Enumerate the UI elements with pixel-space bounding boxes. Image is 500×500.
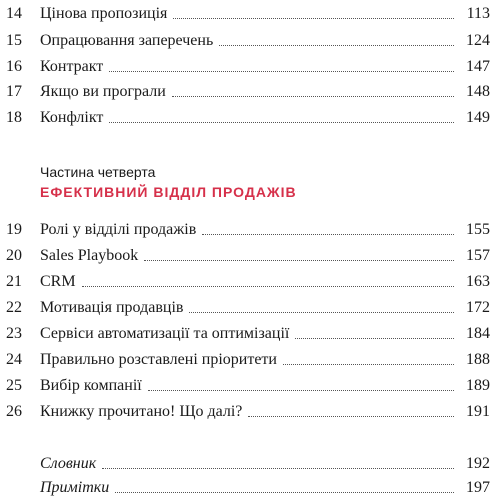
toc-row[interactable] bbox=[0, 29, 500, 53]
part-label: Частина четверта bbox=[40, 164, 156, 180]
leader-dots bbox=[189, 311, 454, 313]
leader-dots bbox=[82, 285, 454, 287]
page-number: 191 bbox=[466, 403, 490, 420]
page-number: 155 bbox=[466, 221, 490, 238]
leader-dots bbox=[248, 415, 454, 417]
toc-row[interactable] bbox=[0, 244, 500, 268]
toc-row-glossary[interactable] bbox=[0, 452, 500, 476]
page-number: 148 bbox=[466, 83, 490, 100]
leader-dots bbox=[202, 233, 454, 235]
chapter-number: 26 bbox=[6, 403, 22, 420]
chapter-number: 21 bbox=[6, 273, 22, 290]
toc-row[interactable] bbox=[0, 322, 500, 346]
chapter-title: Якщо ви програли bbox=[40, 83, 166, 100]
chapter-title: Ролі у відділі продажів bbox=[40, 221, 197, 238]
chapter-number: 15 bbox=[6, 32, 22, 49]
chapter-title: Книжку прочитано! Що далі? bbox=[40, 403, 243, 420]
page-number: 197 bbox=[466, 479, 490, 496]
leader-dots bbox=[283, 363, 454, 365]
chapter-number: 23 bbox=[6, 325, 22, 342]
chapter-number: 18 bbox=[6, 109, 22, 126]
chapter-title: Сервіси автоматизації та оптимізації bbox=[40, 325, 290, 342]
chapter-title: Опрацювання заперечень bbox=[40, 32, 214, 49]
chapter-number: 17 bbox=[6, 83, 22, 100]
toc-row[interactable] bbox=[0, 2, 500, 26]
leader-dots bbox=[295, 337, 454, 339]
leader-dots bbox=[219, 44, 454, 46]
chapter-title: Цінова пропозиція bbox=[40, 5, 168, 22]
backmatter-title: Примітки bbox=[40, 479, 110, 496]
page-number: 189 bbox=[466, 377, 490, 394]
page-number: 149 bbox=[466, 109, 490, 126]
chapter-title: Мотивація продавців bbox=[40, 299, 184, 316]
toc-row[interactable] bbox=[0, 374, 500, 398]
chapter-number: 16 bbox=[6, 58, 22, 75]
chapter-title: Конфлікт bbox=[40, 109, 104, 126]
chapter-title: Sales Playbook bbox=[40, 247, 139, 264]
page-number: 172 bbox=[466, 299, 490, 316]
page-number: 157 bbox=[466, 247, 490, 264]
page-number: 184 bbox=[466, 325, 490, 342]
page-number: 188 bbox=[466, 351, 490, 368]
chapter-number: 20 bbox=[6, 247, 22, 264]
backmatter-title: Словник bbox=[40, 455, 97, 472]
chapter-number: 25 bbox=[6, 377, 22, 394]
toc-row[interactable] bbox=[0, 296, 500, 320]
toc-row[interactable] bbox=[0, 270, 500, 294]
leader-dots bbox=[102, 467, 454, 469]
part-title: ЕФЕКТИВНИЙ ВІДДІЛ ПРОДАЖІВ bbox=[40, 184, 297, 200]
toc-row[interactable] bbox=[0, 400, 500, 424]
chapter-title: Правильно розставлені пріоритети bbox=[40, 351, 277, 368]
page-number: 124 bbox=[466, 32, 490, 49]
leader-dots bbox=[115, 491, 454, 493]
toc-row[interactable] bbox=[0, 218, 500, 242]
leader-dots bbox=[148, 389, 454, 391]
toc-row[interactable] bbox=[0, 348, 500, 372]
chapter-title: CRM bbox=[40, 273, 76, 290]
leader-dots bbox=[172, 95, 454, 97]
page-number: 192 bbox=[466, 455, 490, 472]
toc-row[interactable] bbox=[0, 106, 500, 130]
leader-dots bbox=[144, 259, 454, 261]
leader-dots bbox=[109, 70, 454, 72]
leader-dots bbox=[109, 121, 454, 123]
page-number: 147 bbox=[466, 58, 490, 75]
page-number: 163 bbox=[466, 273, 490, 290]
page-number: 113 bbox=[466, 5, 490, 22]
toc-row-notes[interactable] bbox=[0, 476, 500, 500]
chapter-number: 24 bbox=[6, 351, 22, 368]
chapter-number: 22 bbox=[6, 299, 22, 316]
chapter-number: 19 bbox=[6, 221, 22, 238]
toc-row[interactable] bbox=[0, 80, 500, 104]
chapter-number: 14 bbox=[6, 5, 22, 22]
toc-row[interactable] bbox=[0, 55, 500, 79]
chapter-title: Вибір компанії bbox=[40, 377, 142, 394]
chapter-title: Контракт bbox=[40, 58, 104, 75]
leader-dots bbox=[173, 17, 454, 19]
